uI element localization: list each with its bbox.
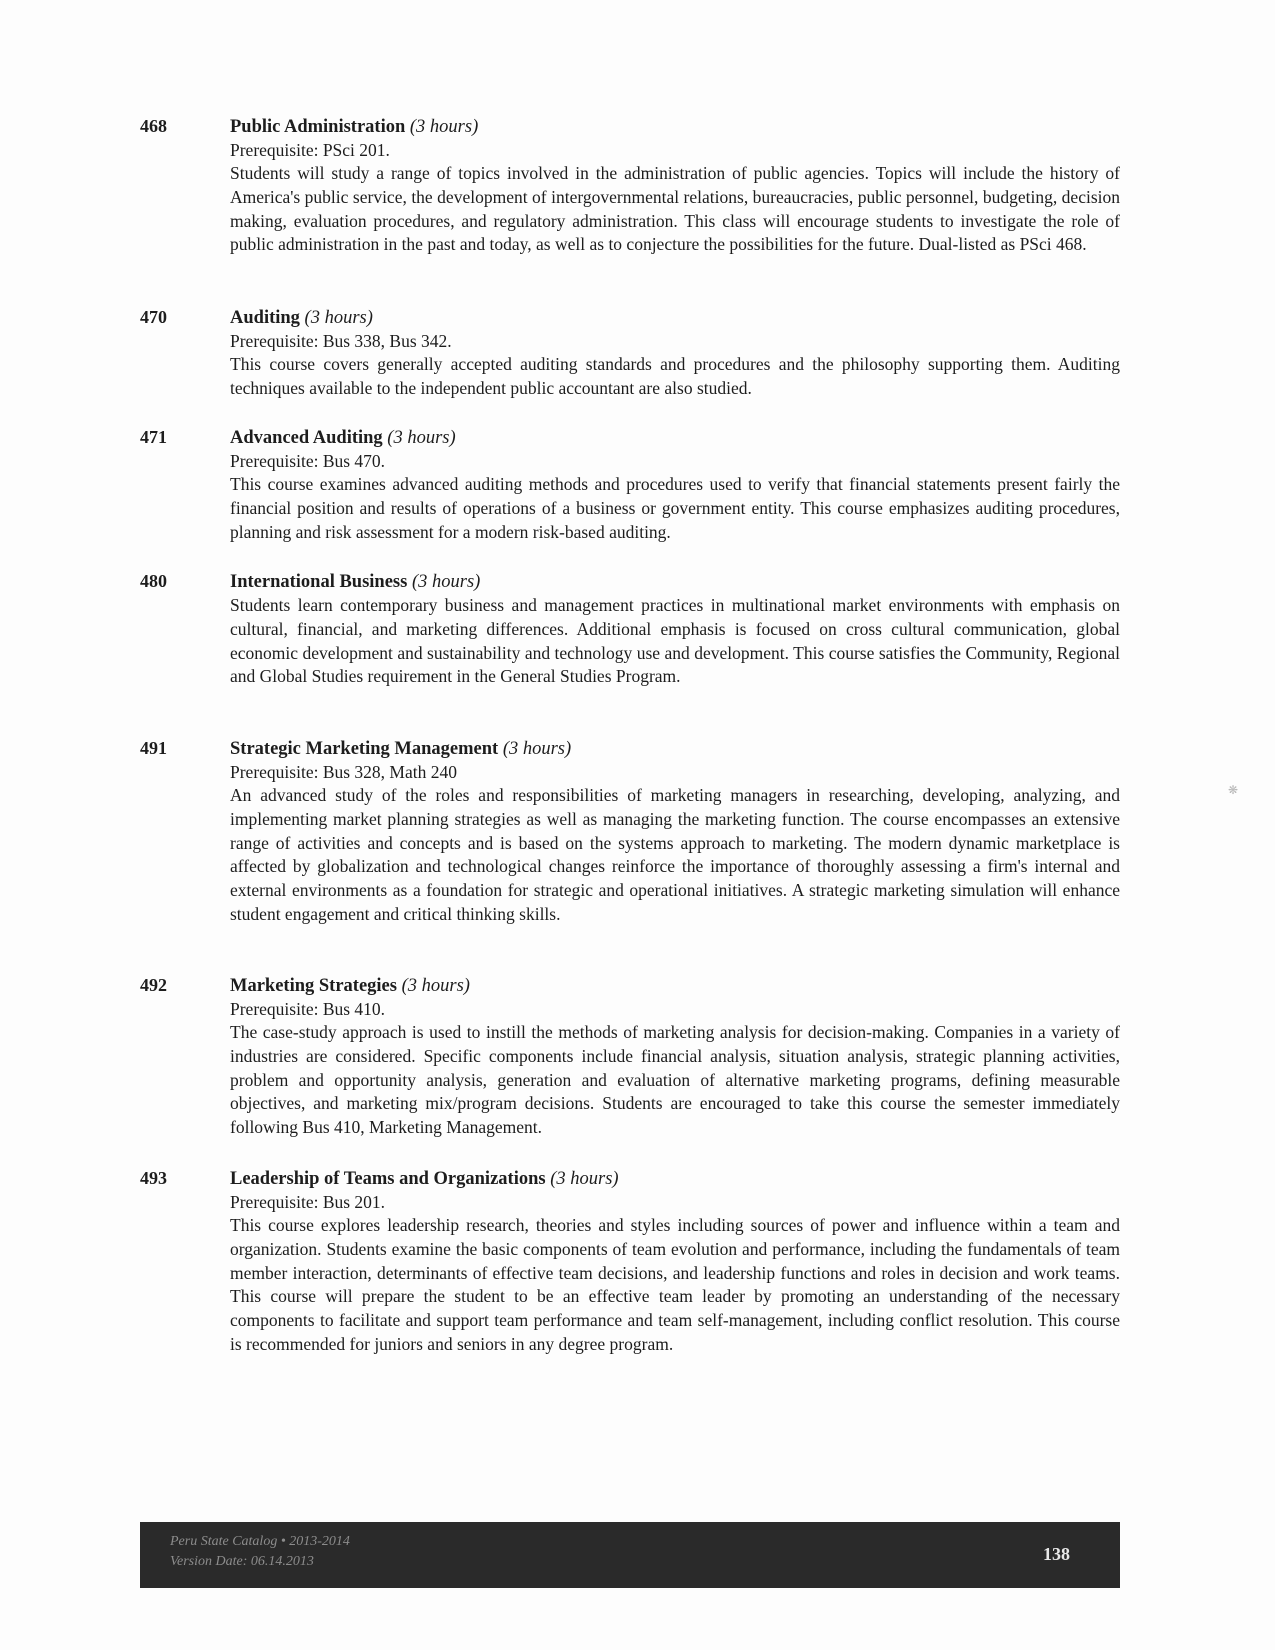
course-body: [230, 974, 1120, 1140]
course-number: 493: [140, 1168, 167, 1188]
course-title-name: Auditing: [230, 308, 300, 328]
course-title: [230, 737, 1120, 761]
course-entry-491: [140, 737, 1120, 927]
course-entry-480: [140, 570, 1120, 689]
course-body: [230, 570, 1120, 689]
course-body: [230, 306, 1120, 401]
course-description: An advanced study of the roles and responsibilities of marketing managers in researching, developing, analyzing, and implementing market planning strategies as well as managing the marketing function. The course encompasses an extensive range of activities and concepts and is based on the systems approach to marketing. The modern dynamic marketplace is affected by globalization and technological changes reinforce the importance of thoroughly assessing a firm's internal and external environments as a foundation for strategic and operational initiatives. A strategic marketing simulation will enhance student engagement and critical thinking skills.: [230, 785, 1120, 924]
page-footer: [140, 1522, 1120, 1588]
course-description: This course examines advanced auditing methods and procedures used to verify that financial statements present fairly the financial position and results of operations of a business or government entity. This course emphasizes auditing procedures, planning and risk assessment for a modern risk-based auditing.: [230, 474, 1120, 542]
course-prerequisite: Prerequisite: Bus 338, Bus 342.: [230, 331, 452, 351]
course-hours: (3 hours): [550, 1169, 619, 1189]
course-entry-492: [140, 974, 1120, 1140]
course-number: 492: [140, 975, 167, 995]
course-description: The case-study approach is used to instill the methods of marketing analysis for decision-making. Companies in a variety of industries are considered. Specific components include financial analysis, situation analysis, strategic planning activities, problem and opportunity analysis, generation and evaluation of alternative marketing programs, defining measurable objectives, and marketing mix/program decisions. Students are encouraged to take this course the semester immediately following Bus 410, Marketing Management.: [230, 1022, 1120, 1138]
course-prerequisite: Prerequisite: Bus 201.: [230, 1192, 386, 1212]
course-title: [230, 306, 1120, 330]
course-title-name: Marketing Strategies: [230, 976, 397, 996]
course-title: [230, 974, 1120, 998]
course-prerequisite: Prerequisite: Bus 410.: [230, 999, 386, 1019]
course-title-name: Public Administration: [230, 117, 406, 137]
course-number: 480: [140, 571, 167, 591]
course-entry-470: [140, 306, 1120, 401]
course-number: 468: [140, 116, 167, 136]
course-prerequisite: Prerequisite: Bus 470.: [230, 451, 386, 471]
course-prerequisite: Prerequisite: PSci 201.: [230, 140, 390, 160]
course-title: [230, 570, 1120, 594]
course-body: [230, 115, 1120, 257]
course-title-name: Advanced Auditing: [230, 428, 383, 448]
course-hours: (3 hours): [304, 308, 373, 328]
course-hours: (3 hours): [387, 428, 456, 448]
course-hours: (3 hours): [502, 739, 572, 759]
course-hours: (3 hours): [401, 976, 470, 996]
course-title: [230, 426, 1120, 450]
footer-catalog-title: Peru State Catalog • 2013-2014: [170, 1534, 350, 1549]
course-prerequisite: Prerequisite: Bus 328, Math 240: [230, 762, 457, 782]
footer-version-date: Version Date: 06.14.2013: [170, 1554, 314, 1569]
course-title-name: Strategic Marketing Management: [230, 739, 499, 759]
course-description: This course covers generally accepted auditing standards and procedures and the philosophy supporting them. Auditing techniques available to the independent public accountant are also studied.: [230, 354, 1120, 398]
course-entry-471: [140, 426, 1120, 544]
course-number: 491: [140, 738, 167, 758]
course-hours: (3 hours): [409, 117, 479, 137]
course-body: [230, 737, 1120, 927]
course-number: 471: [140, 427, 167, 447]
course-title-name: International Business: [230, 572, 408, 592]
course-number: 470: [140, 307, 167, 327]
page-number: 138: [1043, 1544, 1070, 1564]
course-description: Students will study a range of topics involved in the administration of public agencies. Topics will include the history of America's public service, the development of intergovernmental relations, bureaucracies, public personnel, budgeting, decision making, evaluation procedures, and regulatory administration. This class will encourage students to investigate the role of public administration in the past and today, as well as to conjecture the possibilities for the future. Dual-listed as PSci 468.: [230, 163, 1120, 255]
course-entry-493: [140, 1167, 1120, 1357]
course-title-name: Leadership of Teams and Organizations: [230, 1169, 546, 1189]
course-body: [230, 1167, 1120, 1357]
course-title: [230, 1167, 1120, 1191]
scan-speck-mark: ❋: [1228, 783, 1239, 797]
course-body: [230, 426, 1120, 544]
footer-catalog-info: [170, 1532, 350, 1572]
course-entry-468: [140, 115, 1120, 257]
course-description: This course explores leadership research, theories and styles including sources of power and influence within a team and organization. Students examine the basic components of team evolution and performance, including the fundamentals of team member interaction, determinants of effective team decisions, and leadership functions and roles in decision and work teams. This course will prepare the student to be an effective team leader by promoting an understanding of the necessary components to facilitate and support team performance and team self-management, including conflict resolution. This course is recommended for juniors and seniors in any degree program.: [230, 1215, 1120, 1354]
course-hours: (3 hours): [411, 572, 481, 592]
course-description: Students learn contemporary business and management practices in multinational market environments with emphasis on cultural, financial, and marketing differences. Additional emphasis is focused on cross cultural communication, global economic development and sustainability and technology use and development. This course satisfies the Community, Regional and Global Studies requirement in the General Studies Program.: [230, 595, 1120, 687]
course-title: [230, 115, 1120, 139]
